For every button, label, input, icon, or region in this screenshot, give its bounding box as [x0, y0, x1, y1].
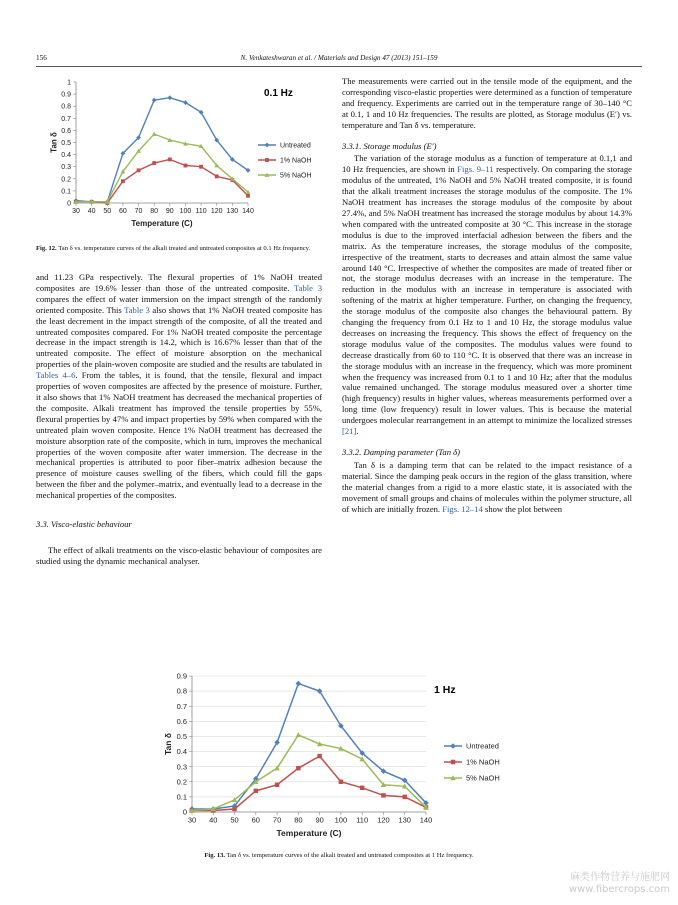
y-axis-label: Tan δ — [49, 132, 59, 153]
data-point — [137, 168, 141, 172]
x-tick-label: 100 — [179, 208, 192, 215]
y-tick-label: 0.8 — [176, 686, 187, 696]
x-tick-label: 130 — [398, 815, 411, 825]
x-tick-label: 110 — [195, 208, 207, 215]
data-point — [381, 793, 385, 797]
x-tick-label: 90 — [315, 815, 324, 825]
data-point — [246, 194, 250, 198]
legend-label: 5% NaOH — [280, 172, 312, 180]
series-line-untreated — [76, 98, 248, 202]
legend-marker — [450, 743, 456, 749]
y-tick-label: 0.9 — [176, 671, 187, 681]
legend-marker — [265, 158, 269, 162]
fig12-label: Fig. 12. — [36, 245, 57, 252]
figs-12-14-link[interactable]: Figs. 12–14 — [442, 503, 483, 514]
x-tick-label: 60 — [251, 815, 260, 825]
legend-label: 1% NaOH — [466, 757, 500, 767]
x-tick-label: 90 — [165, 208, 174, 215]
x-tick-label: 60 — [119, 208, 127, 215]
legend-marker — [451, 760, 455, 764]
fig13-label: Fig. 13. — [204, 852, 226, 859]
y-tick-label: 0.2 — [61, 176, 71, 184]
legend-label: Untreated — [280, 142, 311, 150]
fig13-chart — [150, 668, 550, 844]
right-paragraph-2: Tan δ is a damping term that can be related to the impact resistance of a material. Since the damping peak occurs in the region of the glass transition, where the material changes from a rigid to a more elastic state, it is associated with the movement of small groups and chains of molecules within the polymer structure, all of which are initially frozen. Figs. 12–14 show the plot between — [342, 459, 632, 514]
y-tick-label: 0.6 — [176, 716, 187, 726]
series-line-5-naoh — [76, 134, 248, 202]
x-tick-label: 50 — [230, 815, 239, 825]
y-axis-label: Tan δ — [163, 733, 173, 755]
data-point — [317, 754, 321, 758]
watermark-line-2: www.fibercrops.com — [568, 884, 670, 895]
x-tick-label: 100 — [334, 815, 348, 825]
watermark-line-1: 麻类作物营养与施肥网 — [570, 872, 670, 883]
x-tick-label: 70 — [272, 815, 282, 825]
y-tick-label: 0.6 — [61, 127, 71, 135]
y-tick-label: 0 — [67, 200, 71, 208]
y-tick-label: 0.8 — [61, 103, 71, 111]
x-tick-label: 70 — [134, 208, 143, 215]
chart-title: 0.1 Hz — [264, 88, 293, 99]
table-3-link[interactable]: Table 3 — [294, 282, 322, 293]
data-point — [152, 98, 157, 103]
fig12-chart — [36, 72, 336, 236]
data-point — [232, 807, 236, 811]
data-point — [121, 179, 125, 183]
x-tick-label: 110 — [356, 815, 369, 825]
y-tick-label: 0.5 — [176, 732, 187, 742]
data-point — [296, 732, 302, 737]
x-tick-label: 120 — [377, 815, 390, 825]
x-tick-label: 80 — [294, 815, 303, 825]
x-tick-label: 30 — [72, 208, 80, 215]
data-point — [167, 95, 172, 100]
data-point — [296, 766, 300, 770]
fig12-caption — [36, 245, 334, 253]
right-paragraph-0: The measurements were carried out in the tensile mode of the equipment, and the corresponding visco-elastic properties were determined as a function of temperature and frequency. Experiments are carried out in the temperature range of 30–140 °C at 0.1, 1 and 10 Hz frequencies. The results are plotted, as Storage modulus (E′) vs. temperature and Tan δ vs. temperature. — [342, 76, 632, 130]
figs-9-11-link[interactable]: Figs. 9–11 — [457, 164, 494, 175]
x-tick-label: 80 — [150, 208, 159, 215]
data-point — [402, 795, 406, 799]
data-point — [296, 681, 302, 687]
data-point — [168, 158, 172, 162]
chart-title: 1 Hz — [434, 684, 456, 696]
page-number: 156 — [36, 54, 47, 62]
fig13-caption — [36, 852, 642, 860]
left-paragraph-1: and 11.23 GPa respectively. The flexural properties of 1% NaOH treated composites are 19.6% lesser than those of the untreated composite. Table 3 compares the effect of water immersion on the impact strength of the randomly oriented composite. This Table 3 also shows that 1% NaOH treated composite has the least decrement in the impact strength of the composite, of all the treated and untreated composites compared. For 1% NaOH treated composite the percentage decrease in the impact strength is 14.2, which is 16.67% lesser than that of the untreated composite. The effect of moisture absorption on the mechanical properties of the plain-woven composite are studied and the results are tabulated in Tables 4–6. From the tables, it is found, that the tensile, flexural and impact properties of woven composites are affected by the presence of moisture. Further, it also shows that 1% NaOH treatment has decreased the mechanical properties of the composite. Alkali treatment has improved the tensile properties by 55%, flexural properties by 47% and impact properties by 59% when compared with the untreated plain woven composite. Hence 1% NaOH treatment has decreased the moisture absorption rate of the composite, which in turn, improves the mechanical properties of the woven composite after water immersion. The decrease in the mechanical properties is attributed to poor fiber–matrix adhesion because the presence of moisture causes swelling of the fibers, which could fill the gaps between the fiber and the polymer–matrix, and eventually lead to a decrease in the mechanical properties of the composites. — [36, 272, 322, 501]
data-point — [152, 132, 157, 136]
y-tick-label: 0.1 — [61, 188, 71, 196]
x-tick-label: 30 — [187, 815, 197, 825]
x-tick-label: 50 — [103, 208, 112, 215]
data-point — [184, 164, 188, 168]
fig13-text: Tan δ vs. temperature curves of the alkali treated and untreated composites at 1 Hz frequency. — [226, 852, 474, 859]
series-line-untreated — [192, 684, 426, 809]
y-tick-label: 0.3 — [176, 762, 187, 772]
legend-label: Untreated — [466, 741, 499, 751]
data-point — [360, 786, 364, 790]
section-3-3-heading: 3.3. Visco-elastic behaviour — [36, 519, 132, 530]
y-tick-label: 0.4 — [61, 152, 71, 160]
left-paragraph-2: The effect of alkali treatments on the visco-elastic behaviour of composites are studied using the dynamic mechanical analyser. — [36, 544, 322, 566]
section-3-3-1-heading: 3.3.1. Storage modulus (E′) — [342, 140, 437, 151]
x-tick-label: 120 — [210, 208, 223, 215]
journal-citation: N. Venkateshwaran et al. / Materials and Design 47 (2013) 151–159 — [240, 54, 438, 62]
legend-marker — [265, 143, 270, 148]
series-line-5-naoh — [192, 735, 426, 811]
ref-21-link[interactable]: [21] — [342, 426, 357, 437]
fig12-text: Tan δ vs. temperature curves of the alkali treated and untreated composites at 0.1 Hz frequency. — [58, 245, 311, 252]
y-tick-label: 0.5 — [61, 139, 71, 147]
section-3-3-2-heading: 3.3.2. Damping parameter (Tan δ) — [342, 447, 461, 457]
y-tick-label: 0 — [182, 807, 187, 817]
y-tick-label: 0.7 — [61, 115, 71, 123]
x-tick-label: 140 — [242, 208, 254, 215]
data-point — [215, 174, 219, 178]
running-header — [36, 54, 642, 66]
right-paragraph-1: The variation of the storage modulus as a function of temperature at 0.1,1 and 10 Hz frequencies, are shown in Figs. 9–11 respectively. On comparing the storage modulus of the untreated, 1% NaOH and 5% NaOH treated composite, it is found that the alkali treatment increases the storage modulus of the composite. The 1% NaOH treatment has increases the storage modulus of the composite by about 27.4%, and 5% NaOH treatment has increased the storage modulus by about 14.3% when compared with the untreated composite at 30 °C. This increase in the storage modulus is due to the improved interfacial adhesion between the fibers and the matrix. As the temperature increases, the storage modulus of the composite, irrespective of the treatment, starts to decreases and attain almost the same value around 140 °C. Irrespective of whether the composites are made of treated fiber or not, the storage modulus decreases with an increase in the temperature. The reduction in the modulus with an increase in temperature is associated with softening of the matrix at higher temperature. Further, on changing the frequency, the storage modulus of the composite also changes the behavioural pattern. By changing the frequency from 0.1 Hz to 1 and 10 Hz, the storage modulus value decreases on increasing the frequency. This shows the effect of frequency on the storage modulus value of the composites. The modulus values were found to decrease drastically from 60 to 110 °C. It is observed that there was an increase in the storage modulus with an increase in the frequency, which was more prominent when the frequency was increased from 0.1 to 1 and 10 Hz; after that the modulus value remained unchanged. The storage modulus measured over a shorter time (high frequency) results in higher values, whereas measurements performed over a long time (low frequency) result in lower values. This is because the material undergoes molecular rearrangement in an attempt to minimize the localized stresses [21]. — [342, 153, 632, 437]
table-3-link[interactable]: Table 3 — [124, 304, 150, 315]
y-tick-label: 0.7 — [176, 701, 187, 711]
series-line-1-naoh — [76, 159, 248, 203]
x-tick-label: 40 — [87, 208, 96, 215]
x-axis-label: Temperature (C) — [131, 219, 193, 228]
y-tick-label: 0.1 — [176, 792, 187, 802]
x-tick-label: 140 — [419, 815, 433, 825]
tables-4-6-link[interactable]: Tables 4–6 — [36, 370, 76, 381]
x-tick-label: 40 — [209, 815, 218, 825]
legend-label: 5% NaOH — [466, 773, 500, 783]
header-rule — [36, 66, 642, 67]
x-tick-label: 130 — [226, 208, 239, 215]
data-point — [339, 780, 343, 784]
y-tick-label: 0.9 — [61, 91, 71, 99]
data-point — [254, 789, 258, 793]
data-point — [275, 783, 279, 787]
right-column — [342, 76, 632, 514]
y-tick-label: 0.4 — [176, 747, 187, 757]
watermark — [569, 872, 670, 896]
data-point — [199, 165, 203, 169]
data-point — [152, 161, 156, 165]
legend-label: 1% NaOH — [280, 157, 312, 165]
y-tick-label: 1 — [67, 79, 71, 87]
y-tick-label: 0.2 — [176, 777, 187, 787]
y-tick-label: 0.3 — [61, 164, 71, 172]
x-axis-label: Temperature (C) — [276, 828, 342, 838]
left-column — [36, 272, 322, 567]
